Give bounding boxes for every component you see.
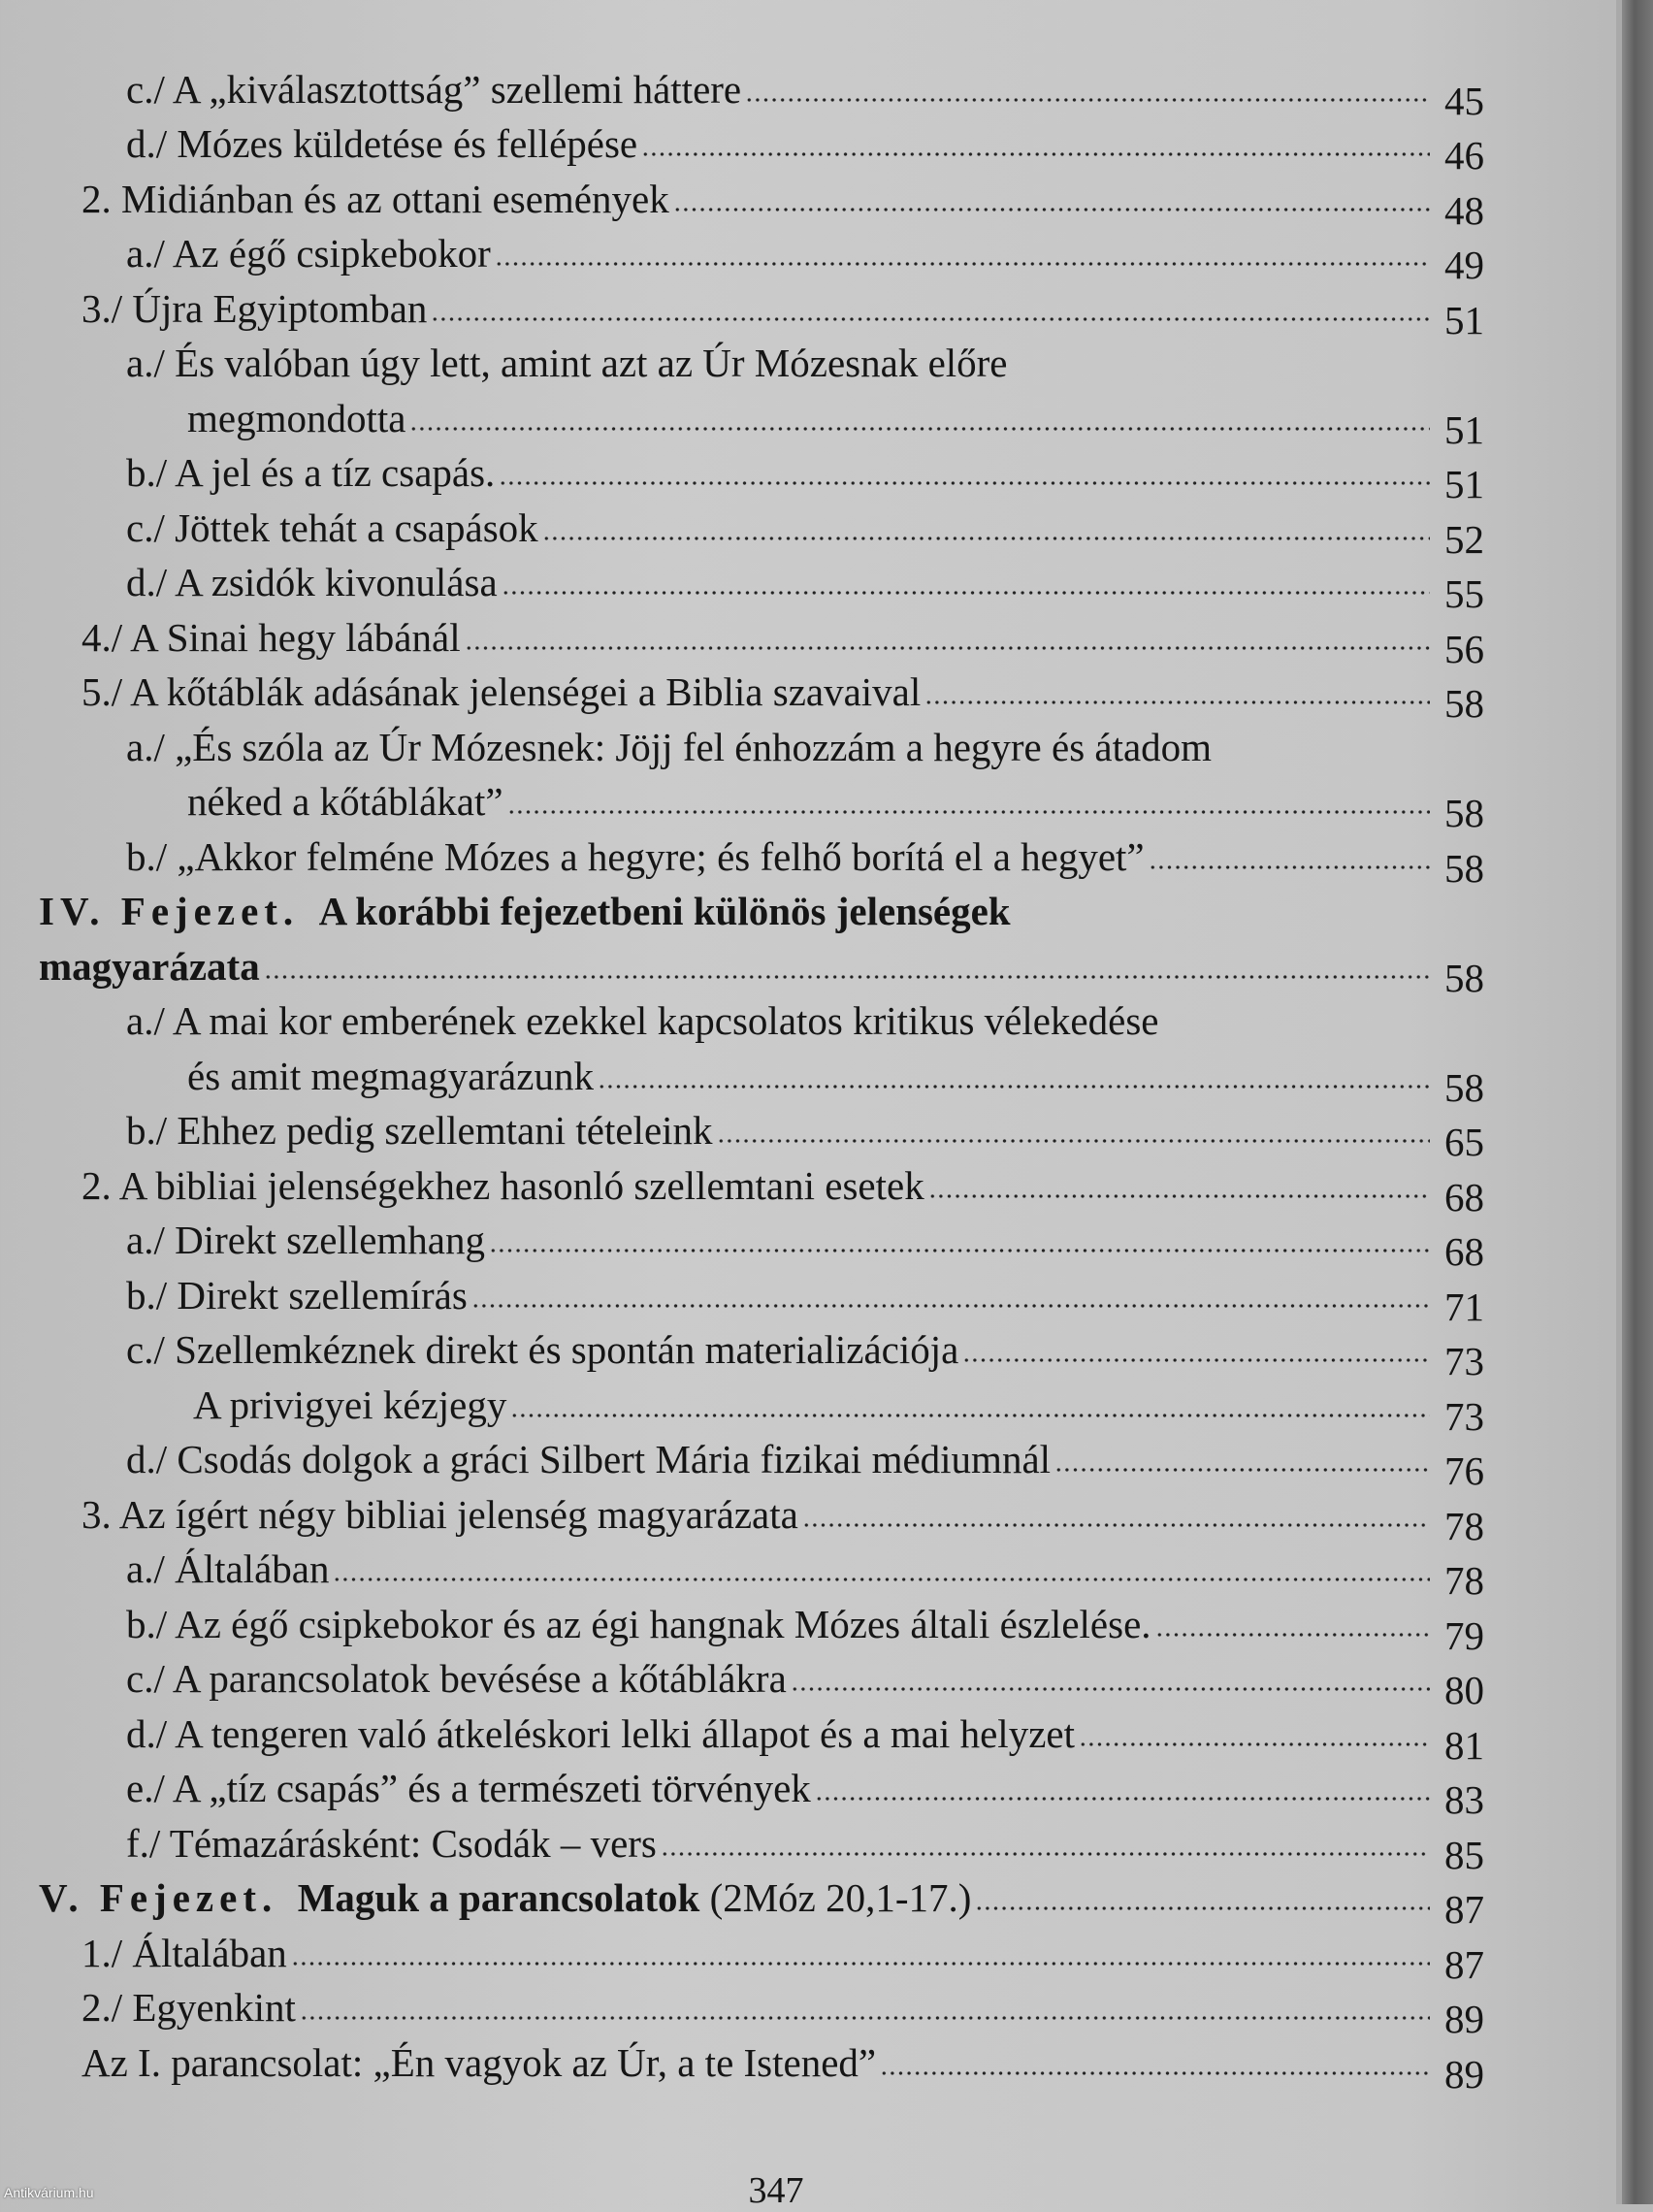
toc-entry-title: c./ A parancsolatok bevésése a kőtáblákra bbox=[126, 1656, 787, 1701]
toc-entry-label bbox=[126, 1220, 485, 1260]
toc-entry bbox=[0, 1096, 1484, 1164]
toc-entry-title: Maguk a parancsolatok bbox=[297, 1875, 700, 1920]
toc-entry-label bbox=[126, 560, 498, 604]
toc-entry-title: b./ „Akkor felméne Mózes a hegyre; és felhő borítá el a hegyet” bbox=[126, 833, 1145, 879]
toc-entry-page: 87 bbox=[1444, 1887, 1484, 1932]
toc-entry-label bbox=[81, 1930, 287, 1975]
toc-entry bbox=[0, 1864, 1484, 1932]
toc-entry-page: 58 bbox=[1444, 845, 1484, 891]
toc-entry-label bbox=[126, 1108, 713, 1153]
toc-entry-page: 78 bbox=[1444, 1503, 1484, 1548]
toc-entry-label bbox=[126, 1327, 959, 1372]
toc-entry-label bbox=[187, 1053, 594, 1098]
toc-entry-title: d./ Csodás dolgok a gráci Silbert Mária fizikai médiumnál bbox=[126, 1437, 1052, 1481]
dot-leader bbox=[300, 2012, 1430, 2022]
toc-entry-title: 2. A bibliai jelenségekhez hasonló szellemtani esetek bbox=[81, 1162, 924, 1208]
toc-entry bbox=[0, 1041, 1484, 1110]
toc-entry-label bbox=[81, 1491, 798, 1537]
dot-leader bbox=[802, 1519, 1430, 1529]
dot-leader bbox=[815, 1793, 1430, 1803]
toc-entry-label bbox=[126, 66, 742, 112]
dot-leader bbox=[598, 1081, 1430, 1090]
toc-entry-label bbox=[193, 1382, 507, 1427]
toc-entry-title: magyarázata bbox=[39, 943, 260, 989]
toc-entry-label bbox=[39, 943, 260, 989]
toc-entry-title: A korábbi fejezetbeni különös jelenségek bbox=[318, 889, 1011, 933]
toc-entry-page: 68 bbox=[1444, 1174, 1484, 1220]
toc-entry bbox=[0, 1535, 1484, 1603]
dot-leader bbox=[924, 697, 1430, 706]
toc-entry bbox=[0, 1151, 1484, 1220]
dot-leader bbox=[1079, 1739, 1430, 1748]
dot-leader bbox=[673, 204, 1430, 213]
toc-entry-title: b./ Direkt szellemírás bbox=[126, 1272, 468, 1317]
toc-entry-title: b./ Ehhez pedig szellemtani tételeink bbox=[126, 1108, 713, 1153]
toc-entry bbox=[0, 1699, 1484, 1768]
toc-entry-page: 76 bbox=[1444, 1448, 1484, 1493]
toc-entry bbox=[0, 1644, 1484, 1712]
toc-entry-page: 45 bbox=[1444, 78, 1484, 123]
toc-entry-page: 68 bbox=[1444, 1229, 1484, 1274]
dot-leader bbox=[1149, 862, 1430, 871]
toc-entry-page: 51 bbox=[1444, 297, 1484, 342]
dot-leader bbox=[745, 94, 1430, 104]
toc-entry bbox=[0, 439, 1484, 506]
toc-entry-title: 5./ A kőtáblák adásának jelenségei a Biblia szavaival bbox=[81, 669, 922, 714]
toc-entry-label bbox=[39, 1875, 972, 1920]
dot-leader bbox=[717, 1135, 1430, 1145]
toc-entry bbox=[0, 54, 1484, 123]
toc-entry-label bbox=[126, 231, 491, 276]
toc-entry bbox=[0, 1808, 1484, 1877]
dot-leader bbox=[791, 1683, 1430, 1693]
dot-leader bbox=[510, 1410, 1430, 1419]
toc-entry-label bbox=[126, 1272, 468, 1317]
toc-entry-title: f./ Témazárásként: Csodák – vers bbox=[126, 1820, 657, 1866]
dot-leader bbox=[880, 2067, 1430, 2077]
dot-leader bbox=[928, 1190, 1430, 1200]
toc-entry bbox=[0, 877, 1484, 932]
chapter-number: V. Fejezet. bbox=[39, 1875, 278, 1920]
dot-leader bbox=[499, 477, 1430, 487]
toc-entry-label bbox=[126, 343, 1008, 383]
toc-entry-page: 48 bbox=[1444, 187, 1484, 233]
toc-entry-title: megmondotta bbox=[187, 395, 406, 440]
toc-entry-page: 58 bbox=[1444, 681, 1484, 726]
toc-entry-page: 73 bbox=[1444, 1393, 1484, 1439]
toc-entry-label bbox=[81, 669, 922, 714]
toc-entry-title: 3./ Újra Egyiptomban bbox=[81, 285, 428, 331]
toc-entry bbox=[0, 1206, 1484, 1274]
toc-entry-label bbox=[81, 285, 428, 331]
toc-entry bbox=[0, 1973, 1484, 2041]
toc-entry-title: A privigyei kézjegy bbox=[193, 1382, 507, 1427]
dot-leader bbox=[661, 1848, 1430, 1858]
toc-entry-label bbox=[126, 724, 1213, 769]
toc-entry bbox=[0, 1754, 1484, 1822]
toc-entry-label bbox=[126, 1437, 1052, 1481]
dot-leader bbox=[431, 313, 1430, 323]
toc-entry-title: a./ „És szóla az Úr Mózesnek: Jöjj fel énhozzám a hegyre és átadom bbox=[126, 724, 1213, 769]
toc-entry-page: 51 bbox=[1444, 407, 1484, 452]
dot-leader bbox=[264, 971, 1430, 981]
toc-entry-label bbox=[81, 1162, 924, 1208]
dot-leader bbox=[1054, 1464, 1430, 1474]
toc-entry-title: d./ A zsidók kivonulása bbox=[126, 560, 498, 604]
toc-entry-page: 58 bbox=[1444, 1064, 1484, 1110]
dot-leader bbox=[1155, 1629, 1430, 1639]
toc-entry-title: a./ És valóban úgy lett, amint azt az Úr Mózesnak előre bbox=[126, 341, 1008, 385]
toc-entry-page: 71 bbox=[1444, 1284, 1484, 1329]
toc-entry bbox=[0, 1589, 1484, 1658]
toc-entry bbox=[0, 1425, 1484, 1493]
toc-entry bbox=[0, 822, 1484, 891]
toc-entry-label bbox=[81, 1985, 296, 2030]
dot-leader bbox=[465, 642, 1430, 652]
dot-leader bbox=[291, 1958, 1430, 1968]
toc-entry-page: 83 bbox=[1444, 1777, 1484, 1822]
page-number: 347 bbox=[748, 2170, 804, 2211]
toc-entry bbox=[0, 383, 1484, 452]
toc-entry-page: 79 bbox=[1444, 1612, 1484, 1658]
toc-entry-label bbox=[126, 1656, 787, 1701]
toc-entry-label bbox=[126, 1546, 330, 1591]
toc-entry bbox=[0, 110, 1484, 178]
toc-entry-page: 46 bbox=[1444, 133, 1484, 178]
toc-entry-label bbox=[39, 889, 1011, 933]
watermark: Antikvárium.hu bbox=[4, 2185, 94, 2200]
toc-entry-title: d./ Mózes küldetése és fellépése bbox=[126, 121, 638, 166]
toc-entry-label bbox=[126, 450, 496, 495]
toc-entry bbox=[0, 548, 1484, 616]
toc-entry-page: 80 bbox=[1444, 1668, 1484, 1712]
table-of-contents bbox=[0, 54, 1484, 2097]
toc-entry-title: 3. Az ígért négy bibliai jelenség magyarázata bbox=[81, 1491, 798, 1537]
toc-entry-page: 73 bbox=[1444, 1339, 1484, 1383]
toc-entry bbox=[0, 1260, 1484, 1329]
toc-entry bbox=[0, 602, 1484, 671]
toc-entry-title: c./ A „kiválasztottság” szellemi háttere bbox=[126, 66, 742, 112]
toc-entry-page: 89 bbox=[1444, 1997, 1484, 2041]
toc-entry-label bbox=[126, 1766, 811, 1810]
toc-entry-page: 52 bbox=[1444, 516, 1484, 562]
toc-entry bbox=[0, 712, 1484, 767]
toc-entry bbox=[0, 987, 1484, 1042]
toc-entry-label bbox=[81, 2039, 877, 2085]
toc-entry-title: c./ Szellemkéznek direkt és spontán materializációja bbox=[126, 1327, 959, 1372]
toc-entry bbox=[0, 274, 1484, 342]
dot-leader bbox=[507, 806, 1430, 816]
toc-entry bbox=[0, 329, 1484, 384]
toc-entry-label bbox=[81, 614, 461, 660]
toc-entry bbox=[0, 219, 1484, 287]
toc-entry-page: 56 bbox=[1444, 626, 1484, 671]
toc-entry-label bbox=[126, 1710, 1075, 1756]
toc-entry bbox=[0, 493, 1484, 562]
toc-entry-page: 49 bbox=[1444, 243, 1484, 287]
toc-entry-page: 58 bbox=[1444, 791, 1484, 835]
toc-entry bbox=[0, 2028, 1484, 2097]
toc-entry-page: 65 bbox=[1444, 1120, 1484, 1164]
dot-leader bbox=[471, 1300, 1430, 1310]
toc-entry-reference: (2Móz 20,1-17.) bbox=[699, 1875, 972, 1920]
toc-entry-page: 55 bbox=[1444, 571, 1484, 616]
toc-entry-label bbox=[126, 1601, 1151, 1646]
toc-entry bbox=[0, 164, 1484, 233]
dot-leader bbox=[975, 1903, 1430, 1912]
toc-entry-title: és amit megmagyarázunk bbox=[187, 1053, 594, 1098]
toc-entry-title: a./ Az égő csipkebokor bbox=[126, 231, 491, 276]
dot-leader bbox=[409, 423, 1430, 433]
toc-entry-page: 87 bbox=[1444, 1941, 1484, 1987]
toc-entry-label bbox=[126, 1820, 657, 1866]
toc-entry-title: a./ A mai kor emberének ezekkel kapcsolatos kritikus vélekedése bbox=[126, 998, 1159, 1043]
toc-entry-page: 85 bbox=[1444, 1832, 1484, 1877]
toc-entry-label bbox=[126, 121, 638, 166]
dot-leader bbox=[641, 148, 1430, 158]
toc-entry-page: 78 bbox=[1444, 1558, 1484, 1603]
toc-entry-label bbox=[126, 998, 1159, 1043]
dot-leader bbox=[489, 1245, 1430, 1254]
toc-entry-title: Az I. parancsolat: „Én vagyok az Úr, a te Istened” bbox=[81, 2039, 877, 2085]
chapter-number: IV. Fejezet. bbox=[39, 889, 300, 933]
toc-entry-title: a./ Direkt szellemhang bbox=[126, 1218, 486, 1262]
toc-entry-title: néked a kőtáblákat” bbox=[187, 779, 503, 824]
toc-entry-title: a./ Általában bbox=[126, 1546, 330, 1591]
dot-leader bbox=[495, 258, 1430, 268]
toc-entry bbox=[0, 1370, 1484, 1439]
toc-entry-label bbox=[81, 176, 669, 221]
toc-entry-title: c./ Jöttek tehát a csapások bbox=[126, 504, 538, 550]
toc-entry-title: 2. Midiánban és az ottani események bbox=[81, 176, 669, 221]
toc-entry-label bbox=[187, 395, 406, 440]
toc-entry bbox=[0, 767, 1484, 835]
toc-entry-title: b./ Az égő csipkebokor és az égi hangnak Mózes általi észlelése. bbox=[126, 1601, 1151, 1646]
toc-entry-label bbox=[126, 504, 538, 550]
toc-entry-title: d./ A tengeren való átkeléskori lelki állapot és a mai helyzet bbox=[126, 1710, 1075, 1756]
toc-entry-title: 2./ Egyenkint bbox=[81, 1985, 296, 2030]
toc-entry-label bbox=[126, 833, 1145, 879]
toc-entry bbox=[0, 1918, 1484, 1987]
dot-leader bbox=[542, 533, 1430, 542]
dot-leader bbox=[502, 587, 1430, 597]
toc-entry-title: 1./ Általában bbox=[81, 1930, 287, 1975]
toc-entry bbox=[0, 931, 1484, 1000]
toc-entry bbox=[0, 658, 1484, 726]
toc-entry-page: 81 bbox=[1444, 1722, 1484, 1768]
toc-entry-page: 51 bbox=[1444, 462, 1484, 506]
book-edge bbox=[1622, 0, 1653, 2204]
dot-leader bbox=[333, 1574, 1430, 1583]
toc-entry-page: 89 bbox=[1444, 2051, 1484, 2097]
dot-leader bbox=[962, 1354, 1430, 1364]
toc-entry-label bbox=[187, 779, 503, 824]
toc-entry-title: b./ A jel és a tíz csapás. bbox=[126, 450, 496, 495]
toc-entry-title: 4./ A Sinai hegy lábánál bbox=[81, 614, 461, 660]
toc-entry bbox=[0, 1316, 1484, 1383]
toc-entry-title: e./ A „tíz csapás” és a természeti törvények bbox=[126, 1766, 811, 1810]
toc-entry bbox=[0, 1480, 1484, 1548]
toc-entry-page: 58 bbox=[1444, 955, 1484, 1000]
